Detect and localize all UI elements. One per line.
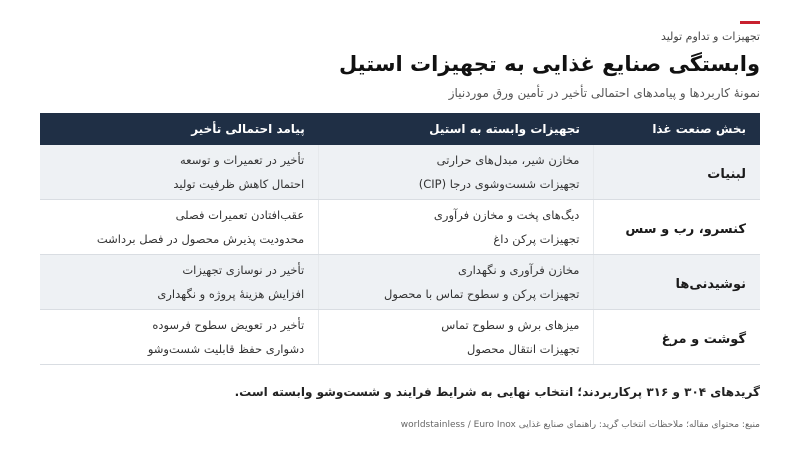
page-title: وابستگی صنایع غذایی به تجهیزات استیل: [338, 52, 760, 76]
equipment-cell: [319, 200, 594, 255]
equipment-line: مخازن فرآوری و نگهداری: [458, 263, 580, 277]
equipment-line: دیگ‌های پخت و مخازن فرآوری: [433, 208, 580, 222]
impact-cell: [40, 255, 319, 310]
equipment-cell: [319, 255, 594, 310]
dependency-table: [40, 113, 760, 365]
equipment-cell: [319, 310, 594, 365]
table-row: [40, 200, 760, 255]
table-row: [40, 310, 760, 365]
kicker-label: تجهیزات و تداوم تولید: [660, 30, 760, 43]
impact-line: تأخیر در نوسازی تجهیزات: [182, 263, 305, 277]
grade-note: گریدهای ۳۰۴ و ۳۱۶ پرکاربردند؛ انتخاب نهایی به شرایط فرایند و شست‌وشو وابسته است.: [234, 385, 760, 399]
equipment-line: تجهیزات پرکن داغ: [493, 232, 580, 246]
equipment-line: تجهیزات شست‌وشوی درجا (CIP): [418, 177, 580, 191]
equipment-line: تجهیزات پرکن و سطوح تماس با محصول: [384, 287, 580, 301]
equipment-line: میزهای برش و سطوح تماس: [441, 318, 580, 332]
header-equipment: تجهیزات وابسته به استیل: [319, 113, 594, 145]
impact-cell: [40, 145, 319, 200]
impact-line: افزایش هزینهٔ پروژه و نگهداری: [157, 287, 305, 301]
impact-cell: [40, 200, 319, 255]
impact-line: تأخیر در تعمیرات و توسعه: [180, 153, 305, 167]
impact-line: دشواری حفظ قابلیت شست‌وشو: [147, 342, 305, 356]
impact-line: تأخیر در تعویض سطوح فرسوده: [152, 318, 305, 332]
sector-label: لبنیات: [707, 166, 746, 182]
equipment-cell: [319, 145, 594, 200]
sector-cell: [594, 255, 760, 310]
impact-line: احتمال کاهش ظرفیت تولید: [173, 177, 305, 191]
sector-label: گوشت و مرغ: [661, 331, 746, 347]
equipment-line: مخازن شیر، مبدل‌های حرارتی: [436, 153, 580, 167]
sector-label: نوشیدنی‌ها: [675, 276, 746, 292]
impact-cell: [40, 310, 319, 365]
table-row: [40, 145, 760, 200]
impact-line: عقب‌افتادن تعمیرات فصلی: [175, 208, 305, 222]
table-row: [40, 255, 760, 310]
header-sector: بخش صنعت غذا: [594, 113, 760, 145]
table-header-row: [40, 113, 760, 145]
equipment-line: تجهیزات انتقال محصول: [466, 342, 580, 356]
sector-cell: [594, 145, 760, 200]
impact-line: محدودیت پذیرش محصول در فصل برداشت: [96, 232, 305, 246]
sector-cell: [594, 200, 760, 255]
source-line: منبع: محتوای مقاله؛ ملاحظات انتخاب گرید: راهنمای صنایع غذایی worldstainless / Euro Inox: [400, 420, 760, 430]
header-impact: پیامد احتمالی تأخیر: [40, 113, 319, 145]
accent-bar: [740, 21, 760, 24]
sector-cell: [594, 310, 760, 365]
sector-label: کنسرو، رب و سس: [625, 221, 746, 237]
page-subtitle: نمونهٔ کاربردها و پیامدهای احتمالی تأخیر در تأمین ورق موردنیاز: [448, 86, 760, 100]
